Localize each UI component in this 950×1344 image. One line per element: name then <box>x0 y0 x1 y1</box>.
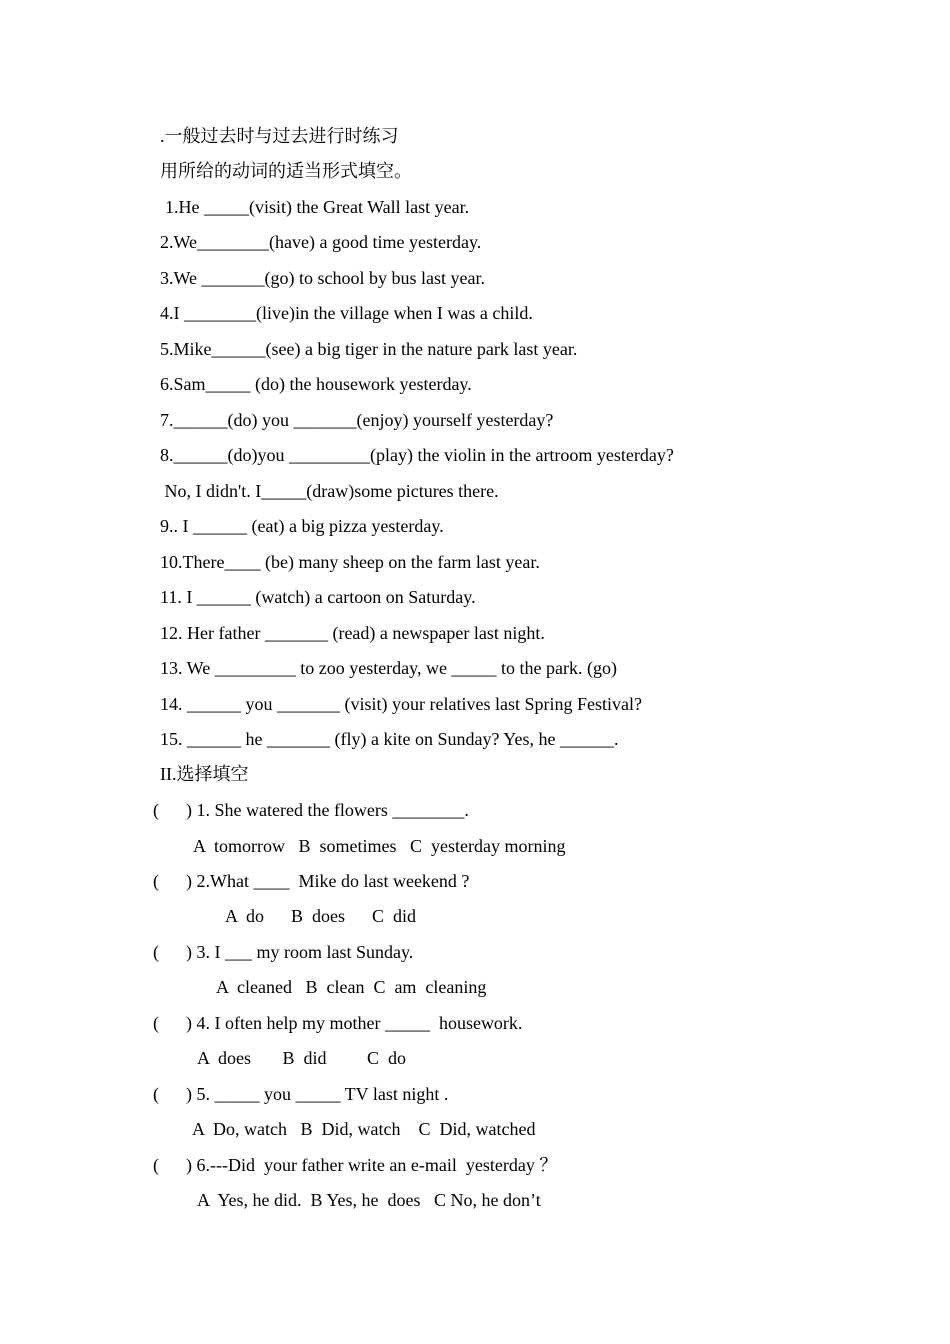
choice-options-4: A does B did C do <box>197 1048 407 1068</box>
exercise-item-8: 8.______(do)you _________(play) the violin in the artroom yesterday? <box>160 445 674 465</box>
choice-question-2: ( ) 2.What ____ Mike do last weekend ? <box>153 871 470 891</box>
exercise-item-15: 15. ______ he _______ (fly) a kite on Sunday? Yes, he ______. <box>160 729 619 749</box>
exercise-item-8-answer: No, I didn't. I_____(draw)some pictures there. <box>160 481 499 501</box>
choice-question-1: ( ) 1. She watered the flowers ________. <box>153 800 469 820</box>
choice-options-2: A do B does C did <box>225 906 417 926</box>
choice-options-5: A Do, watch B Did, watch C Did, watched <box>192 1119 536 1139</box>
choice-options-6: A Yes, he did. B Yes, he does C No, he don’t <box>197 1190 541 1210</box>
exercise-item-1: 1.He _____(visit) the Great Wall last year. <box>165 197 470 217</box>
exercise-item-4: 4.I ________(live)in the village when I was a child. <box>160 303 533 323</box>
exercise-item-13: 13. We _________ to zoo yesterday, we _____ to the park. (go) <box>160 658 617 678</box>
worksheet-heading: .一般过去时与过去进行时练习 <box>160 126 399 146</box>
exercise-item-2: 2.We________(have) a good time yesterday. <box>160 232 482 252</box>
exercise-item-7: 7.______(do) you _______(enjoy) yourself yesterday? <box>160 410 554 430</box>
exercise-item-3: 3.We _______(go) to school by bus last year. <box>160 268 486 288</box>
choice-section-heading: II.选择填空 <box>160 764 249 784</box>
choice-question-3: ( ) 3. I ___ my room last Sunday. <box>153 942 414 962</box>
exercise-item-9: 9.. I ______ (eat) a big pizza yesterday. <box>160 516 444 536</box>
exercise-item-14: 14. ______ you _______ (visit) your relatives last Spring Festival? <box>160 694 642 714</box>
exercise-item-11: 11. I ______ (watch) a cartoon on Saturday. <box>160 587 476 607</box>
choice-question-4: ( ) 4. I often help my mother _____ housework. <box>153 1013 523 1033</box>
choice-question-5: ( ) 5. _____ you _____ TV last night . <box>153 1084 449 1104</box>
choice-question-6: ( ) 6.---Did your father write an e-mail yesterday ？ <box>153 1155 558 1175</box>
choice-options-1: A tomorrow B sometimes C yesterday morning <box>193 836 566 856</box>
exercise-item-12: 12. Her father _______ (read) a newspaper last night. <box>160 623 545 643</box>
exercise-item-5: 5.Mike______(see) a big tiger in the nature park last year. <box>160 339 578 359</box>
choice-options-3: A cleaned B clean C am cleaning <box>216 977 487 997</box>
exercise-item-6: 6.Sam_____ (do) the housework yesterday. <box>160 374 472 394</box>
exercise-item-10: 10.There____ (be) many sheep on the farm last year. <box>160 552 540 572</box>
fill-in-instruction: 用所给的动词的适当形式填空。 <box>160 161 412 181</box>
